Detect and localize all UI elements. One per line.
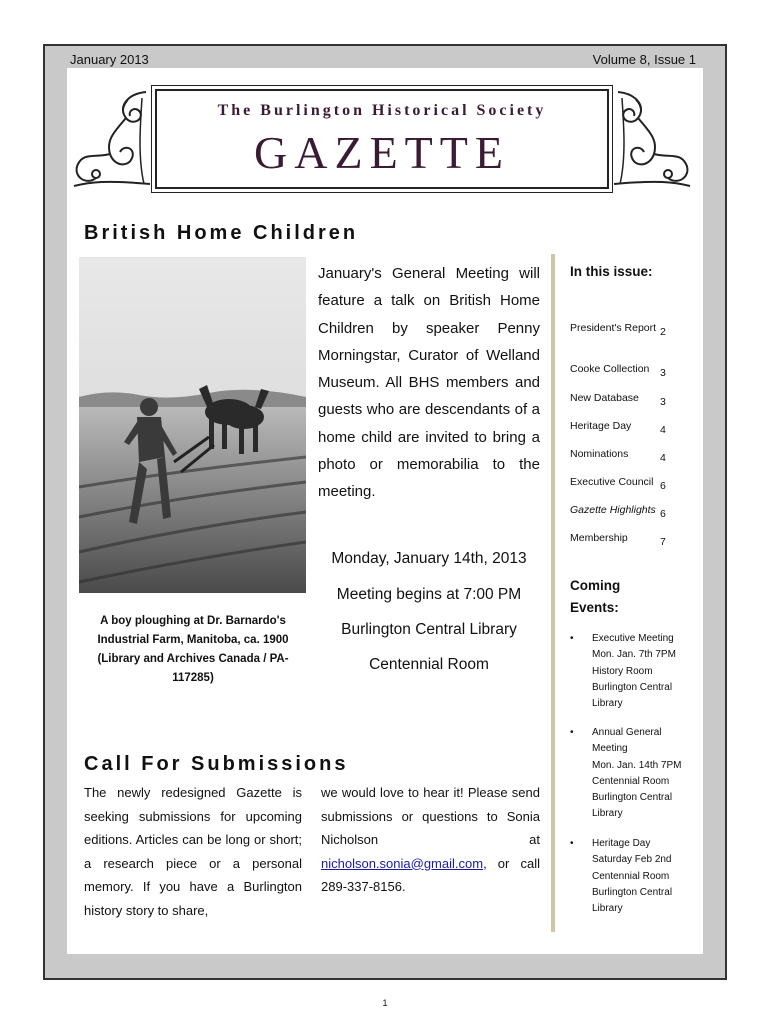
toc-item[interactable] [570, 320, 668, 337]
bullet-icon: • [570, 727, 574, 738]
event-line: History Room [592, 665, 653, 677]
event-line: Saturday Feb 2nd [592, 854, 672, 866]
event-line: Heritage Day [592, 838, 651, 849]
email-link[interactable]: nicholson.sonia@gmail.com [321, 855, 484, 871]
ornament-right-icon [614, 88, 698, 192]
event-line-venue: Burlington Central Library [341, 621, 517, 638]
event-line: Centennial Room [592, 775, 670, 787]
photo-caption: A boy ploughing at Dr. Barnardo's Industrial Farm, Manitoba, ca. 1900 (Library and Archives Canada / PA-117285) [97, 615, 289, 684]
toc-item-page: 2 [660, 326, 666, 338]
toc-item[interactable] [570, 530, 668, 547]
submissions-column-2 [321, 781, 540, 899]
toc-item-label: Membership [570, 532, 628, 544]
event-line: Centennial Room [592, 870, 670, 882]
event-line-room: Centennial Room [369, 656, 489, 673]
toc-item-label: Nominations [570, 448, 629, 460]
event-line: Burlington Central Library [592, 886, 673, 915]
submissions-title: Call For Submissions [84, 753, 349, 775]
page-number: 1 [382, 998, 388, 1008]
toc-item-page: 4 [660, 424, 666, 436]
event-item-text [592, 836, 684, 917]
events-title: Coming Events: [570, 578, 621, 615]
ploughing-photo [79, 257, 306, 593]
event-line: Burlington Central Library [592, 681, 673, 710]
newsletter-title: GAZETTE [254, 127, 510, 178]
toc-item-label: Gazette Highlights [570, 504, 656, 516]
toc-item-page: 6 [660, 480, 666, 492]
toc-item[interactable] [570, 474, 668, 491]
submissions-column-1: The newly redesigned Gazette is seeking submissions for upcoming editions. Articles can be long or short; a research piece or a personal memory. If you have a Burlington history story to share, [84, 785, 302, 918]
toc-item[interactable] [570, 390, 668, 407]
issue-volume: Volume 8, Issue 1 [592, 52, 696, 67]
event-line-time: Meeting begins at 7:00 PM [336, 586, 522, 603]
society-name: The Burlington Historical Society [217, 102, 547, 119]
toc-item-page: 3 [660, 396, 666, 408]
masthead [151, 85, 613, 193]
toc-item-label: New Database [570, 392, 639, 404]
toc-item-page: 4 [660, 452, 666, 464]
ornament-left-icon [66, 88, 150, 192]
bullet-icon: • [570, 633, 574, 644]
event-line: Mon. Jan. 7th 7PM [592, 649, 676, 661]
sidebar-divider [551, 254, 555, 932]
issue-date: January 2013 [70, 52, 149, 67]
event-item-text [592, 725, 684, 823]
event-line-date: Monday, January 14th, 2013 [331, 550, 527, 567]
submissions-text: we would love to hear it! Please send submissions or questions to Sonia Nicholson at [321, 785, 540, 847]
event-line: Burlington Central Library [592, 792, 673, 820]
feature-title: British Home Children [84, 222, 359, 244]
toc-item-label: Executive Council [570, 476, 654, 488]
toc-item[interactable] [570, 361, 668, 378]
event-item-text [592, 631, 684, 712]
toc-item[interactable] [570, 418, 668, 435]
event-line: Mon. Jan. 14th 7PM [592, 759, 682, 771]
bullet-icon: • [570, 838, 574, 849]
toc-item-page: 3 [660, 367, 666, 379]
toc-item[interactable] [570, 502, 668, 519]
toc-title: In this issue: [570, 264, 653, 279]
toc-item-page: 6 [660, 508, 666, 520]
event-line: Annual General Meeting [592, 727, 662, 755]
toc-item[interactable] [570, 446, 668, 463]
toc-item-label: Cooke Collection [570, 363, 650, 375]
toc-item-page: 7 [660, 536, 666, 548]
toc-item-label: Heritage Day [570, 420, 632, 432]
submissions-phone-text: , or call 289-337-8156. [321, 855, 540, 894]
toc-item-label: President's Report [570, 322, 657, 334]
feature-intro: January's General Meeting will feature a talk on British Home Children by speaker Penny Morningstar, Curator of Welland Museum. All BHS members and guests who are descendants of a home child are invited to bring a photo or memorabilia to the meeting. [318, 265, 540, 501]
event-line: Executive Meeting [592, 633, 674, 644]
